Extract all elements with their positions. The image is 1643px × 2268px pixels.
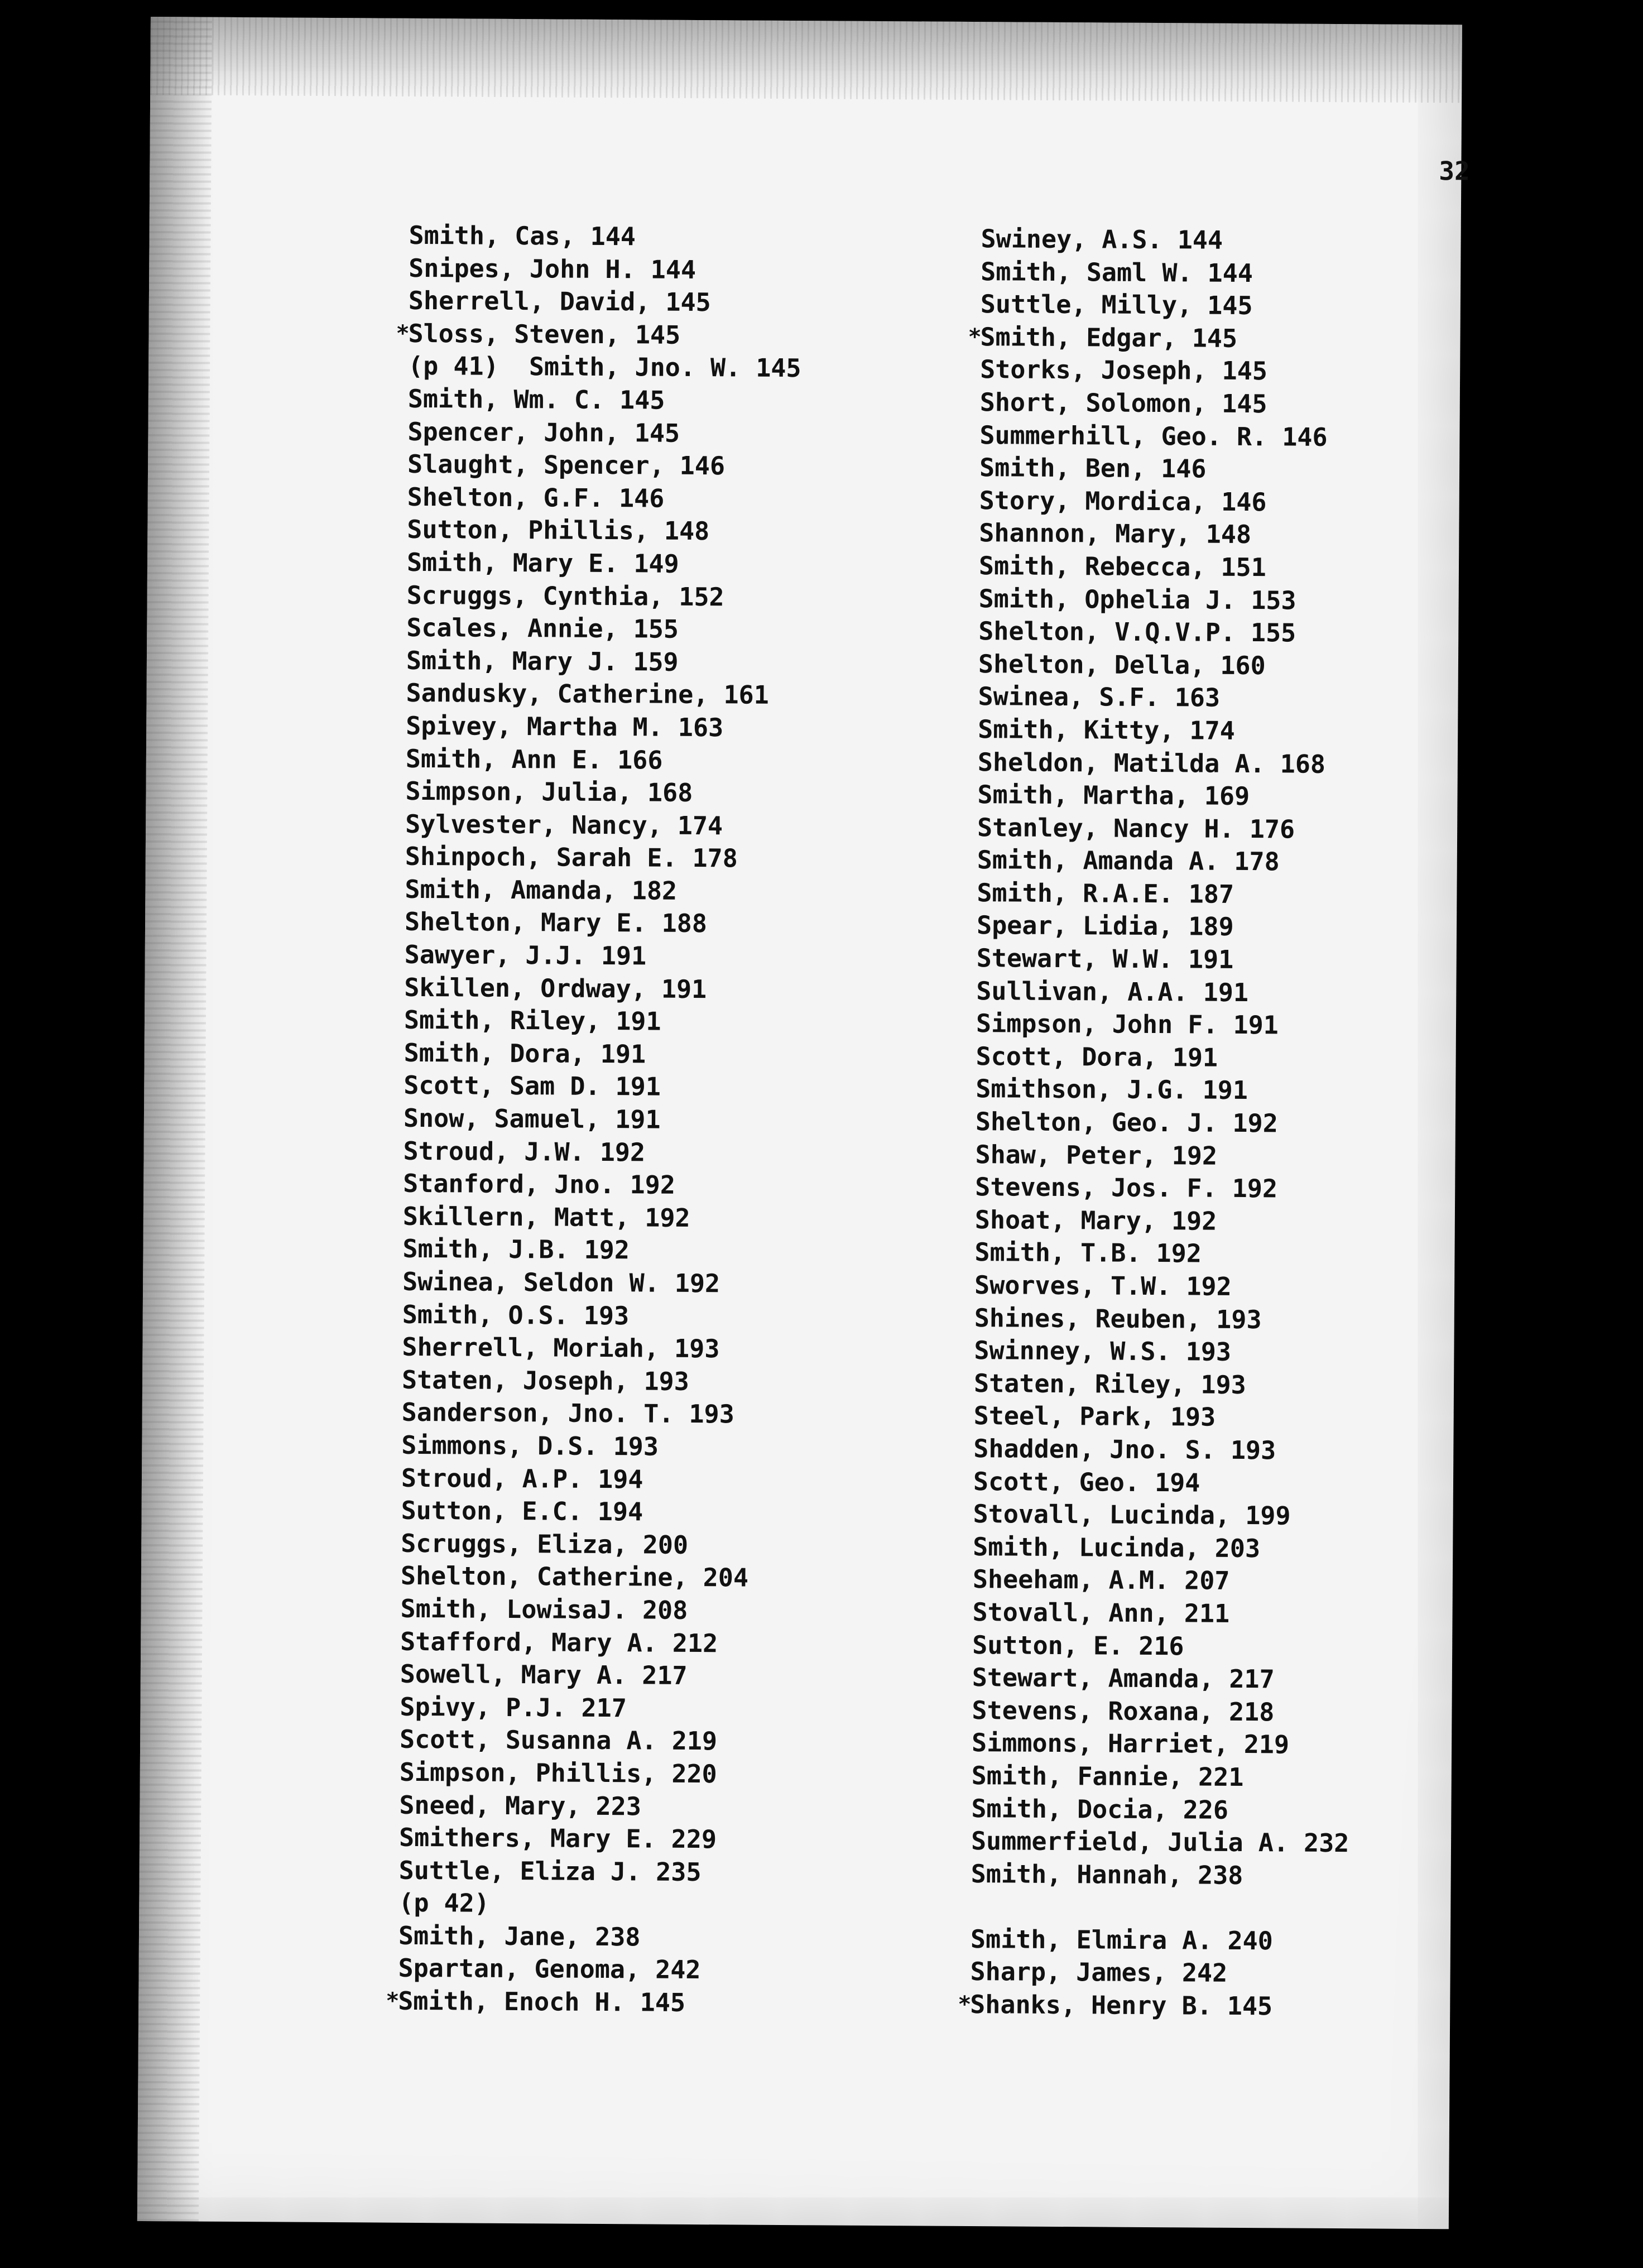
index-entry <box>403 1037 797 1072</box>
index-entry <box>407 546 800 582</box>
left-index-column <box>386 219 802 2020</box>
index-entry <box>974 1269 1353 1304</box>
entry-text: (p 42) <box>398 1888 490 1919</box>
entry-text: Smith, Fannie, 221 <box>971 1760 1244 1792</box>
index-entry <box>408 350 801 385</box>
index-entry <box>981 256 1359 291</box>
entry-text: Snipes, John H. 144 <box>409 253 696 285</box>
index-entry <box>407 481 801 516</box>
entry-text: Sutton, E. 216 <box>972 1630 1184 1661</box>
index-entry <box>406 612 800 647</box>
entry-text: Staten, Joseph, 193 <box>401 1364 690 1396</box>
index-entry <box>407 415 801 450</box>
index-entry <box>403 1102 797 1137</box>
index-entry <box>974 1334 1352 1370</box>
entry-text: Spivey, Martha M. 163 <box>406 710 724 743</box>
asterisk-marker: * <box>968 324 982 350</box>
index-entry <box>981 288 1359 323</box>
index-entry <box>407 448 801 483</box>
entry-text: Summerfield, Julia A. 232 <box>971 1826 1349 1858</box>
entry-text: Slaught, Spencer, 146 <box>407 449 726 481</box>
index-entry <box>981 223 1359 258</box>
entry-text: Simpson, Phillis, 220 <box>399 1757 717 1789</box>
index-entry <box>972 1760 1350 1795</box>
entry-text: Shaw, Peter, 192 <box>975 1139 1218 1171</box>
index-entry <box>409 219 802 254</box>
index-entry <box>402 1331 795 1366</box>
index-entry <box>973 1433 1352 1468</box>
index-entry <box>975 1171 1353 1206</box>
index-entry <box>972 1596 1351 1631</box>
entry-text: Shannon, Mary, 148 <box>979 518 1252 550</box>
entry-text: Stanford, Jno. 192 <box>403 1169 676 1200</box>
entry-text: Stafford, Mary A. 212 <box>400 1626 718 1658</box>
index-entry <box>406 677 799 712</box>
entry-text: Smith, Enoch H. 145 <box>398 1986 686 2017</box>
entry-text: Shanks, Henry B. 145 <box>970 1990 1273 2021</box>
entry-text: Simmons, D.S. 193 <box>401 1430 659 1462</box>
entry-text: Swinea, Seldon W. 192 <box>402 1266 720 1299</box>
entry-text: Scott, Dora, 191 <box>976 1041 1218 1073</box>
index-entry <box>403 1200 796 1236</box>
index-entry <box>979 550 1357 585</box>
index-entry <box>974 1302 1353 1337</box>
index-entry <box>399 1822 792 1857</box>
index-entry <box>971 1923 1349 1958</box>
index-entry <box>980 386 1358 421</box>
index-entry <box>405 840 799 876</box>
entry-text: Scott, Susanna A. 219 <box>399 1724 718 1756</box>
entry-text: Shelton, Mary E. 188 <box>404 907 708 939</box>
entry-text: Sherrell, Moriah, 193 <box>402 1332 720 1364</box>
index-entry <box>978 680 1356 715</box>
entry-text: Smith, Cas, 144 <box>409 220 636 252</box>
index-entry <box>386 1985 791 2020</box>
entry-text: Shines, Reuben, 193 <box>974 1303 1262 1334</box>
entry-text: Snow, Samuel, 191 <box>403 1103 661 1135</box>
index-entry <box>396 318 801 353</box>
index-entry <box>977 844 1356 879</box>
entry-text: Stevens, Jos. F. 192 <box>975 1172 1278 1204</box>
entry-text: Smith, Lucinda, 203 <box>973 1531 1261 1563</box>
index-entry <box>977 877 1355 912</box>
entry-text: Smith, Amanda A. 178 <box>977 845 1280 877</box>
index-entry <box>403 1069 797 1104</box>
entry-text: Sneed, Mary, 223 <box>399 1790 642 1821</box>
entry-text: Simmons, Harriet, 219 <box>971 1728 1290 1760</box>
index-entry <box>973 1531 1351 1566</box>
entry-text: Smith, Hannah, 238 <box>971 1858 1243 1890</box>
index-entry <box>971 1890 1349 1925</box>
index-entry <box>978 713 1356 748</box>
index-entry <box>406 645 800 680</box>
index-entry <box>976 1007 1354 1042</box>
index-entry <box>406 710 799 745</box>
index-entry <box>979 419 1358 454</box>
index-entry <box>400 1691 793 1726</box>
index-entry <box>974 1236 1353 1271</box>
entry-text: Sloss, Steven, 145 <box>408 318 681 350</box>
index-entry <box>409 285 802 320</box>
index-entry <box>958 1988 1348 2024</box>
index-entry <box>405 873 798 909</box>
entry-text: Smith, Riley, 191 <box>403 1005 661 1036</box>
index-entry <box>978 615 1357 650</box>
index-entry <box>971 1793 1349 1828</box>
entry-text: Smithers, Mary E. 229 <box>398 1822 717 1854</box>
index-entry <box>402 1233 796 1268</box>
index-entry <box>402 1298 796 1333</box>
entry-text: Spartan, Genoma, 242 <box>398 1953 701 1985</box>
index-entry <box>408 383 801 418</box>
entry-text: Smithson, J.G. 191 <box>976 1074 1248 1106</box>
entry-text: Story, Mordica, 146 <box>979 485 1267 517</box>
entry-text: Shelton, Geo. J. 192 <box>975 1107 1278 1138</box>
entry-text: Smith, T.B. 192 <box>974 1237 1202 1268</box>
index-entry <box>976 1040 1354 1075</box>
entry-text: Smith, Jane, 238 <box>398 1920 641 1952</box>
entry-text: Smith, O.S. 193 <box>402 1299 630 1330</box>
index-entry <box>976 1073 1354 1108</box>
document-page <box>137 17 1470 2229</box>
entry-text: Scott, Geo. 194 <box>973 1466 1200 1498</box>
entry-text: Sawyer, J.J. 191 <box>404 939 647 971</box>
index-entry <box>403 1167 796 1203</box>
entry-text: Sutton, Phillis, 148 <box>407 515 710 546</box>
entry-text: Shelton, G.F. 146 <box>407 482 665 513</box>
entry-text: Stewart, W.W. 191 <box>976 943 1234 974</box>
entry-text: Stovall, Lucinda, 199 <box>973 1499 1291 1531</box>
index-entry <box>980 353 1358 388</box>
index-entry <box>404 971 798 1006</box>
entry-text: Shinpoch, Sarah E. 178 <box>405 842 738 873</box>
index-entry <box>405 939 798 974</box>
entry-text: Shelton, V.Q.V.P. 155 <box>978 616 1296 648</box>
entry-text: Smith, R.A.E. 187 <box>977 877 1234 909</box>
entry-text: Smith, Saml W. 144 <box>981 256 1253 288</box>
index-entry <box>401 1462 795 1497</box>
entry-text: Sheeham, A.M. 207 <box>972 1564 1230 1596</box>
index-entry <box>406 579 800 614</box>
index-entry <box>401 1429 795 1464</box>
entry-text: Sharp, James, 242 <box>970 1957 1228 1988</box>
index-entry <box>977 811 1356 847</box>
asterisk-marker: * <box>386 1988 400 2014</box>
scan-noise-left <box>137 17 212 2222</box>
entry-text: Stovall, Ann, 211 <box>972 1597 1230 1628</box>
index-entry <box>399 1854 792 1889</box>
index-entry <box>979 451 1358 487</box>
entry-text: Smith, J.B. 192 <box>402 1234 630 1265</box>
index-entry <box>398 1920 792 1955</box>
index-entry <box>400 1723 793 1758</box>
index-entry <box>972 1727 1350 1762</box>
entry-text: Smith, Mary J. 159 <box>406 645 679 677</box>
entry-text: Swinney, W.S. 193 <box>974 1335 1232 1367</box>
index-entry <box>976 975 1354 1010</box>
entry-text: Storks, Joseph, 145 <box>980 354 1268 386</box>
entry-text: Shelton, Catherine, 204 <box>400 1561 749 1593</box>
entry-text: Stanley, Nancy H. 176 <box>977 812 1295 844</box>
index-entry <box>405 808 799 843</box>
index-entry <box>977 910 1355 945</box>
entry-text: Smith, Edgar, 145 <box>980 321 1238 353</box>
index-entry <box>402 1396 795 1431</box>
entry-text: Smith, Ophelia J. 153 <box>978 583 1296 616</box>
index-entry <box>978 746 1356 781</box>
index-entry <box>402 1266 796 1301</box>
entry-text: Smith, LowisaJ. 208 <box>400 1593 688 1625</box>
entry-text: Simpson, John F. 191 <box>976 1008 1279 1040</box>
entry-text: Sutton, E.C. 194 <box>401 1495 643 1527</box>
entry-text: Summerhill, Geo. R. 146 <box>979 420 1328 452</box>
entry-text: Suttle, Milly, 145 <box>980 289 1253 321</box>
entry-text: Smith, Docia, 226 <box>971 1793 1229 1825</box>
entry-text: Sanderson, Jno. T. 193 <box>401 1397 734 1429</box>
entry-text: Scruggs, Eliza, 200 <box>401 1528 689 1560</box>
entry-text: Sheldon, Matilda A. 168 <box>977 747 1326 779</box>
index-entry <box>400 1756 793 1791</box>
index-entry <box>401 1527 794 1563</box>
asterisk-marker: * <box>958 1991 972 2018</box>
entry-text: Shadden, Jno. S. 193 <box>973 1434 1276 1465</box>
index-entry <box>400 1593 794 1628</box>
entry-text: Skillern, Matt, 192 <box>402 1201 690 1233</box>
index-entry <box>976 1106 1354 1141</box>
entry-text: Swinea, S.F. 163 <box>978 681 1221 713</box>
entry-text: Shelton, Della, 160 <box>978 648 1266 680</box>
index-entry <box>401 1560 794 1595</box>
entry-text: Smith, Ben, 146 <box>979 453 1207 484</box>
entry-text: Spivy, P.J. 217 <box>400 1692 627 1723</box>
index-entry <box>398 1952 791 1987</box>
index-entry <box>977 942 1355 977</box>
entry-text: Sowell, Mary A. 217 <box>400 1659 688 1691</box>
index-entry <box>971 1858 1349 1893</box>
entry-text: Sullivan, A.A. 191 <box>976 976 1249 1007</box>
index-entry <box>975 1138 1353 1174</box>
entry-text: Stevens, Roxana, 218 <box>972 1695 1275 1727</box>
index-entry <box>400 1625 794 1660</box>
entry-text: Sherrell, David, 145 <box>408 286 711 318</box>
entry-text: Stroud, J.W. 192 <box>403 1136 646 1167</box>
entry-text: Stroud, A.P. 194 <box>401 1463 643 1495</box>
index-entry <box>401 1495 794 1530</box>
entry-text: Stewart, Amanda, 217 <box>972 1662 1275 1694</box>
index-entry <box>405 906 798 941</box>
index-entry <box>405 775 799 810</box>
index-entry <box>973 1465 1352 1501</box>
entry-text: Smith, Amanda, 182 <box>405 874 678 906</box>
index-entry <box>979 517 1357 552</box>
asterisk-marker: * <box>396 320 410 347</box>
entry-text: Sylvester, Nancy, 174 <box>405 809 723 840</box>
entry-text: Shoat, Mary, 192 <box>974 1204 1217 1236</box>
entry-text: (p 41) Smith, Jno. W. 145 <box>408 351 801 383</box>
index-entry <box>972 1661 1351 1697</box>
entry-text: Scales, Annie, 155 <box>406 612 679 644</box>
index-entry <box>975 1204 1353 1239</box>
entry-text: Spear, Lidia, 189 <box>976 910 1234 942</box>
entry-text: Smith, Wm. C. 145 <box>407 383 665 415</box>
index-entry <box>398 1887 792 1922</box>
index-entry <box>978 648 1357 683</box>
entry-text: Short, Solomon, 145 <box>979 387 1267 419</box>
entry-text: Smith, Ann E. 166 <box>405 743 663 775</box>
entry-text: Smith, Rebecca, 151 <box>978 551 1266 583</box>
entry-text: Skillen, Ordway, 191 <box>404 972 707 1004</box>
index-entry <box>403 1135 796 1170</box>
scan-noise-top <box>150 17 1462 103</box>
entry-text: Scott, Sam D. 191 <box>403 1070 661 1102</box>
entry-text: Smith, Mary E. 149 <box>406 547 679 579</box>
entry-text: Smith, Kitty, 174 <box>978 714 1235 746</box>
index-entry <box>973 1563 1351 1598</box>
index-entry <box>974 1400 1352 1435</box>
entry-text: Simpson, Julia, 168 <box>405 776 693 808</box>
index-entry <box>972 1694 1350 1729</box>
index-entry <box>409 252 802 287</box>
index-entry <box>979 484 1358 520</box>
index-entry <box>970 1956 1348 1991</box>
entry-text: Staten, Riley, 193 <box>973 1368 1246 1400</box>
entry-text: Sworves, T.W. 192 <box>974 1270 1232 1301</box>
index-entry <box>407 513 800 549</box>
index-entry <box>406 742 799 777</box>
entry-text: Sandusky, Catherine, 161 <box>406 678 769 710</box>
entry-text: Scruggs, Cynthia, 152 <box>406 580 724 612</box>
index-entry <box>978 583 1357 618</box>
index-entry <box>974 1367 1352 1402</box>
index-entry <box>400 1658 794 1693</box>
entry-text: Swiney, A.S. 144 <box>981 224 1223 255</box>
index-entry <box>399 1789 792 1824</box>
page-number: 32 <box>1439 156 1470 186</box>
entry-text: Smith, Elmira A. 240 <box>970 1924 1273 1956</box>
index-entry <box>971 1825 1349 1860</box>
index-entry <box>402 1364 795 1399</box>
entry-text: Smith, Martha, 169 <box>977 780 1250 811</box>
right-index-column <box>958 223 1359 2024</box>
index-entry <box>404 1004 798 1039</box>
entry-text: Suttle, Eliza J. 235 <box>398 1855 702 1887</box>
index-entry <box>972 1629 1351 1664</box>
entry-text: Spencer, John, 145 <box>407 416 680 448</box>
index-entry <box>973 1498 1351 1533</box>
entry-text: Smith, Dora, 191 <box>403 1037 646 1069</box>
entry-text: Steel, Park, 193 <box>973 1401 1216 1433</box>
index-entry <box>968 321 1358 356</box>
index-entry <box>977 779 1356 814</box>
